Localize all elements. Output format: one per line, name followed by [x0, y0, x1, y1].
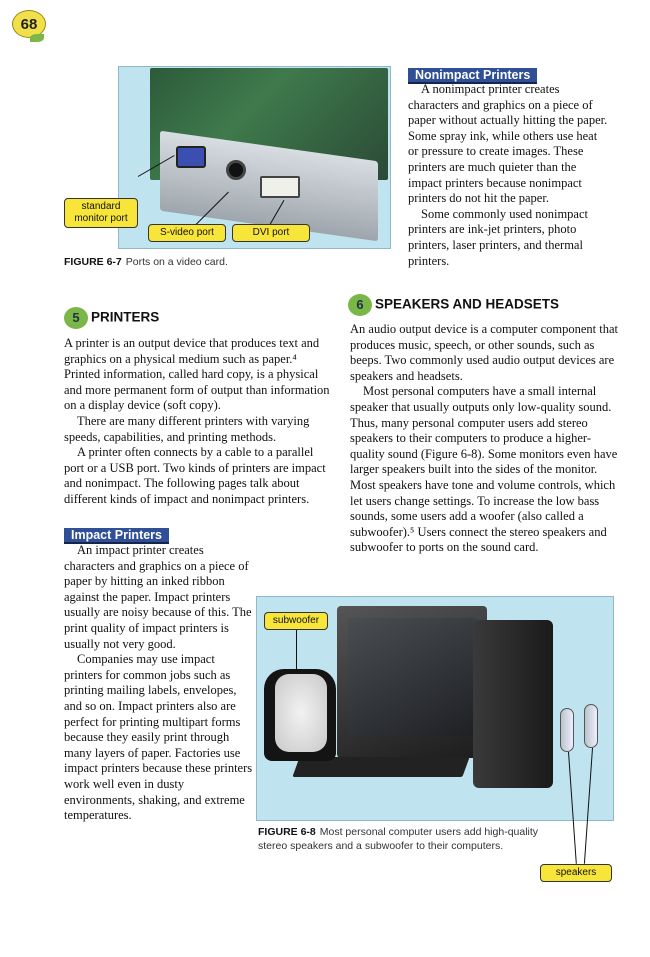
speakers-text: [350, 322, 618, 556]
printers-heading: [64, 307, 159, 329]
figure-6-8-caption-text: Most personal computer users add high-quality stereo speakers and a subwoofer to their computers.: [258, 826, 539, 852]
computer-tower-icon: [473, 620, 553, 788]
nonimpact-paragraph-1: A nonimpact printer creates characters and graphics on a piece of paper without actually hitting the paper. Some spray ink, while others use heat or pressure to create images. These printers are much quieter than the impact printers because nonimpact printers do not hit the paper.: [408, 82, 608, 206]
impact-text: [64, 543, 254, 824]
label-speakers: speakers: [540, 864, 612, 882]
nonimpact-paragraph-2: Some commonly used nonimpact printers are ink-jet printers, photo printers, laser printers, and thermal printers.: [408, 206, 588, 268]
figure-6-7-caption-text: Ports on a video card.: [125, 256, 228, 268]
section-number-badge: 6: [348, 294, 372, 316]
label-standard-monitor-port: standard monitor port: [64, 198, 138, 228]
vga-port-icon: [176, 146, 206, 168]
speakers-paragraph-2: Most personal computers have a small internal speaker that usually outputs only low-quality sound. Thus, many personal computer users add stereo speakers to their computers to produce a higher-quality sound (Figure 6-8). Some monitors even have larger speakers built into the sides of the monitor. Most speakers have tone and volume controls, which let users change settings. To increase the low bass sounds, some users add a woofer (also called a subwoofer).⁵ Users connect the stereo speakers and subwoofer to ports on the sound card.: [350, 384, 618, 555]
nonimpact-printers-heading: Nonimpact Printers: [408, 68, 537, 84]
speakers-heading: [348, 294, 559, 316]
label-svideo-port: S-video port: [148, 224, 226, 242]
label-subwoofer: subwoofer: [264, 612, 328, 630]
figure-6-8-number: FIGURE 6-8: [258, 826, 316, 838]
callout-line: [296, 628, 297, 672]
monitor-screen: [348, 618, 476, 736]
printers-paragraph-2: There are many different printers with varying speeds, capabilities, and printing methods.: [64, 413, 310, 444]
printers-heading-text: PRINTERS: [91, 309, 160, 325]
subwoofer-grille: [275, 674, 327, 752]
printers-paragraph-1: A printer is an output device that produces text and graphics on a physical medium such as paper.⁴ Printed information, called hard copy, is a physical and more permanent form of output than information on a display device (soft copy).: [64, 336, 330, 413]
impact-paragraph-1: An impact printer creates characters and graphics on a piece of paper by hitting an inked ribbon against the paper. Impact printers usually are noisy because of this. The print quality of impact printers is usually not very good.: [64, 543, 252, 651]
page-number: 68: [12, 10, 46, 38]
leaf-icon: [30, 34, 44, 42]
label-dvi-port: DVI port: [232, 224, 310, 242]
speaker-icon: [560, 708, 574, 752]
impact-paragraph-2: Companies may use impact printers for common jobs such as printing mailing labels, envelopes, and so on. Impact printers also are perfect for printing multipart forms because they easily print through many layers of paper. Factories use impact printers because these printers work well even in dusty environments, shaking, and extreme temperatures.: [64, 652, 253, 823]
speakers-paragraph-1: An audio output device is a computer component that produces music, speech, or other sounds, such as beeps. Two commonly used audio output devices are speakers and headsets.: [350, 322, 618, 383]
dvi-port-icon: [260, 176, 300, 198]
printers-paragraph-3: A printer often connects by a cable to a parallel port or a USB port. Two kinds of printers are impact and nonimpact. The following pages talk about different kinds of impact and nonimpact printers.: [64, 445, 326, 506]
svideo-port-icon: [226, 160, 246, 180]
figure-6-7-caption: [64, 256, 228, 268]
nonimpact-text: [408, 82, 608, 269]
figure-6-8-caption: [258, 825, 558, 853]
impact-printers-heading: Impact Printers: [64, 528, 169, 544]
speaker-icon: [584, 704, 598, 748]
section-number-badge: 5: [64, 307, 88, 329]
figure-6-7-number: FIGURE 6-7: [64, 256, 122, 268]
printers-text: [64, 336, 332, 508]
speakers-heading-text: SPEAKERS AND HEADSETS: [375, 296, 560, 312]
